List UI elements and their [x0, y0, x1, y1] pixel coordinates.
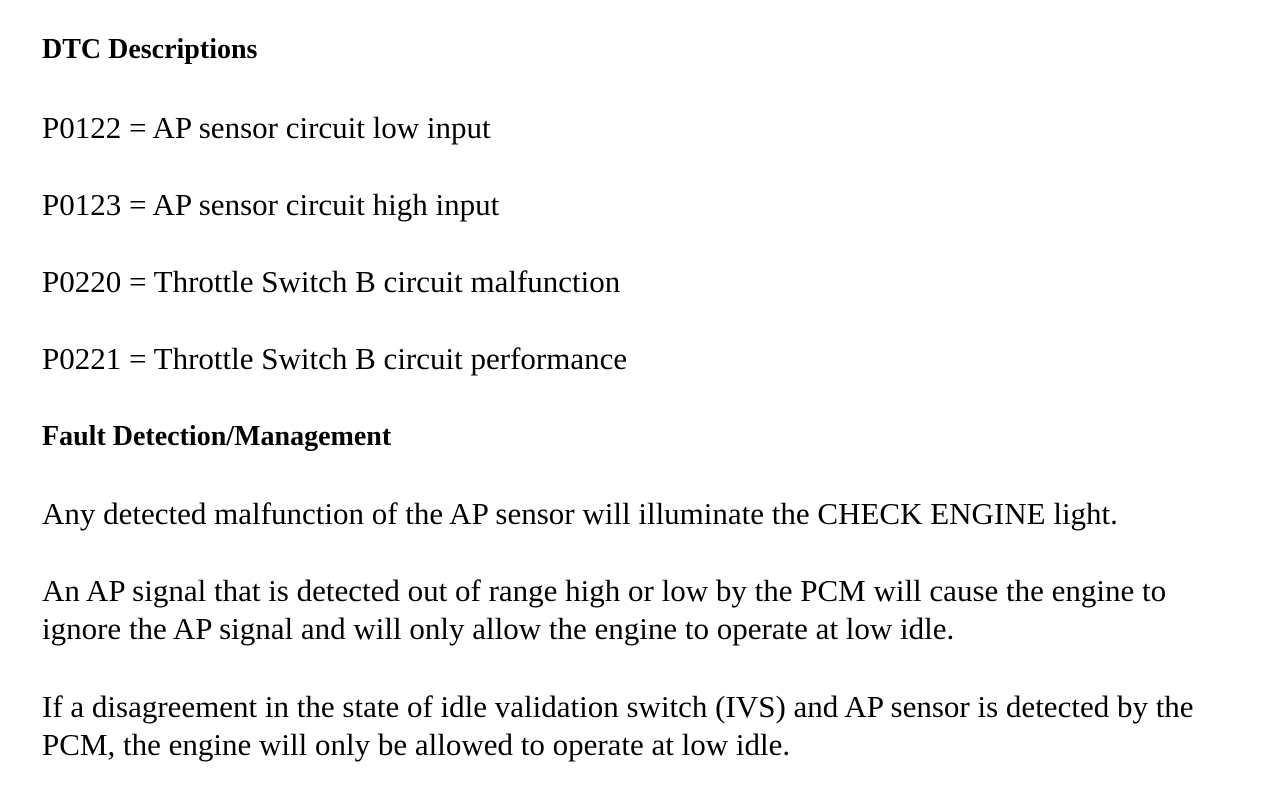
dtc-line-p0123: P0123 = AP sensor circuit high input	[42, 187, 500, 222]
fault-detection-heading: Fault Detection/Management	[42, 421, 392, 452]
fault-paragraph-out-of-range: An AP signal that is detected out of range high or low by the PCM will cause the engine to ignore the AP signal and will only allow the engine to operate at low idle.	[42, 573, 1167, 646]
dtc-descriptions-heading: DTC Descriptions	[42, 34, 258, 65]
dtc-line-p0122: P0122 = AP sensor circuit low input	[42, 110, 491, 145]
fault-paragraph-ivs-disagreement: If a disagreement in the state of idle validation switch (IVS) and AP sensor is detected by the PCM, the engine will only be allowed to operate at low idle.	[42, 689, 1194, 762]
dtc-line-p0220: P0220 = Throttle Switch B circuit malfunction	[42, 264, 621, 299]
dtc-line-p0221: P0221 = Throttle Switch B circuit performance	[42, 341, 628, 376]
fault-paragraph-check-engine: Any detected malfunction of the AP sensor will illuminate the CHECK ENGINE light.	[42, 496, 1118, 531]
